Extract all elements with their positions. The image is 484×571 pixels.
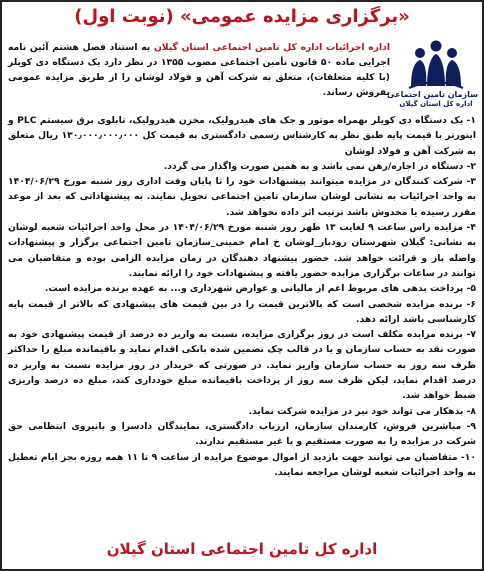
term-item-2: ۲- دستگاه در اجاره/رهن نمی باشد و به همین صورت واگذار می گردد. [163, 160, 476, 172]
term-item-8: ۸- بدهکار می تواند خود نیز در مزایده شرکت نماید. [248, 405, 476, 417]
social-security-logo-icon [405, 38, 467, 90]
intro-org: اداره اجرائیات اداره کل تامین اجتماعی استان گیلان [153, 42, 390, 53]
notice-headline: «برگزاری مزایده عمومی» (نوبت اول) [74, 6, 410, 27]
logo-sub-name: اداره کل استان گیلان [399, 100, 473, 108]
term-item-10: ۱۰- متقاضیان می توانند جهت بازدید از اموال موضوع مزایده از ساعت ۹ تا ۱۱ همه روزه بجز ایام تعطیل به واحد اجرائیات شعبه لوشان مراجعه نمایند. [8, 451, 477, 478]
term-item-6: ۶- برنده مزایده شخصی است که بالاترین قیمت را در بین قیمت های پیشنهادی که بالاتر از قیمت پایه کارشناسی باشد ارائه دهد. [8, 298, 476, 325]
footer-signature: اداره کل تامین اجتماعی استان گیلان [106, 540, 378, 558]
organization-logo [387, 38, 478, 114]
term-item-5: ۵- پرداخت بدهی های مربوط اعم از مالیاتی و عوارض شهرداری و... به عهده برنده مزایده است. [44, 283, 476, 295]
intro-paragraph [8, 40, 390, 100]
term-item-4: ۴- مزایده راس ساعت ۹ لغایت ۱۳ ظهر روز شنبه مورخ ۱۴۰۴/۰۶/۲۹ در محل واحد اجرائیات شعبه لوشان به نشانی: گیلان شهرستان رودبار_لوشان خ امام خمینی_سازمان تامین اجتماعی برگزار و پیشنهادات واصله باز و قرائت خواهد شد. حضور پیشنهاد دهندگان در زمان مزایده الزامی بوده و متقاضیان می توانند در ساعات برگزاری مزایده حضور یافته و پیشنهادات خود را ارائه نمایند. [8, 222, 476, 279]
term-item-1: ۱- یک دستگاه دی کویلر بهمراه موتور و جک های هیدرولیک، مخزن هیدرولیک، تابلوی برق سیستم PLC و اینورتر با قیمت پایه طبق نظر به کارشناس رسمی دادگستری به قیمت کل ۱۳۰٫۰۰۰٫۰۰۰٫۰۰۰ ریال متعلق به شرکت آهن و فولاد لوشان [8, 115, 476, 157]
intro-text: به استناد فصل هشتم آئین نامه اجرایی ماده ۵۰ قانون تأمین اجتماعی مصوب ۱۳۵۵ در نظر دارد یک دستگاه دی کویلر (با کلیه متعلقات)، متعلق به شرکت آهن و فولاد لوشان را از طریق مزایده عمومی بفروش رساند. [8, 42, 390, 98]
terms-list [8, 113, 476, 480]
logo-org-name: سازمان تامین اجتماعی [387, 90, 478, 99]
term-item-3: ۳- شرکت کنندگان در مزایده میتوانند پیشنهادات خود را تا پایان وقت اداری روز شنبه مورخ ۱۴۰۴/۰۶/۲۹ به واحد اجرائیات به نشانی لوشان سازمان تامین اجتماعی تحویل نمایند. به پیشنهاداتی که بعد از موعد مقرر رسیده یا مخدوش باشد ترتیب اثر داده نخواهد شد. [8, 176, 476, 218]
term-item-9: ۹- مباشرین فروش، کارمندان سازمان، ارزیاب دادگستری، نمایندگان دادسرا و بانیروی انتظامی حق شرکت در مزایده را به صورت مستقیم و یا غیر مستقیم ندارند. [8, 420, 476, 448]
term-item-7: ۷- برنده مزایده مکلف است در روز برگزاری مزایده، نسبت به واریز ده درصد از قیمت پیشنهادی خود به صورت نقد به حساب سازمان و یا در قالب چک تضمین شده بانکی اقدام نماید و باقیمانده مبلغ را حداکثر ظرف سه روز به حساب سازمان واریز نماید. در صورتی که خریدار در روز مزایده نسبت به واریز ده درصد اقدام نماید، لیکن ظرف سه روز از پرداخت باقیمانده مبلغ خودداری کند، مبلغ ده درصد واریزی ضبط خواهد شد. [8, 329, 476, 402]
